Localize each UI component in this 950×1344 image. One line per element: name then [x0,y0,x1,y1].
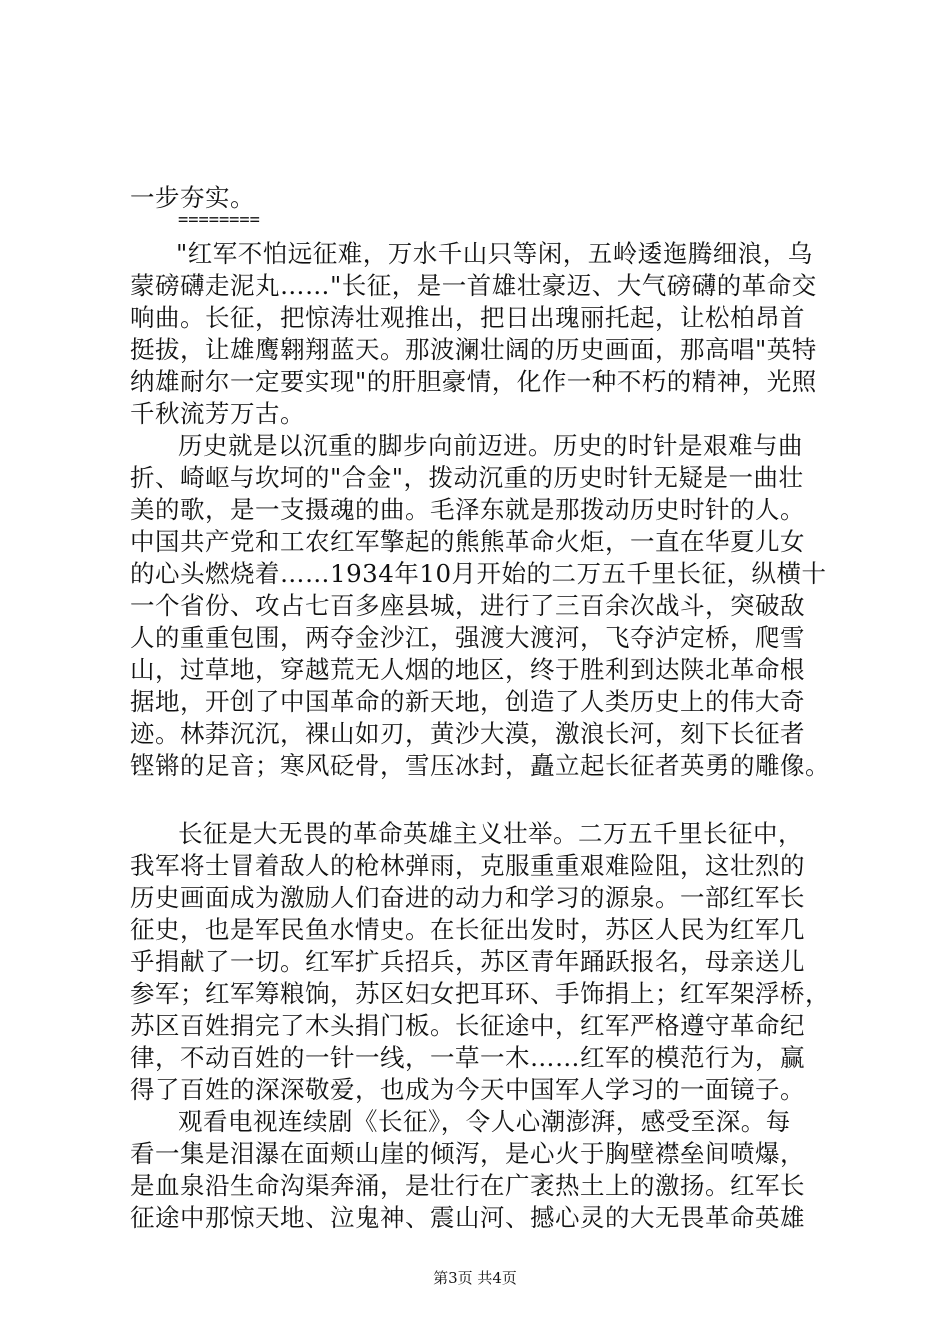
text-line: 响曲。长征，把惊涛壮观推出，把日出瑰丽托起，让松柏昂首 [130,303,805,332]
text-line: 蒙磅礴走泥丸……"长征，是一首雄壮豪迈、大气磅礴的革命交 [130,271,817,300]
text-line: 人的重重包围，两夺金沙江，强渡大渡河，飞夺泸定桥，爬雪 [130,623,805,652]
text-line: 看一集是泪瀑在面颊山崖的倾泻，是心火于胸壁襟垒间喷爆， [130,1139,805,1168]
text-line: 纳雄耐尔一定要实现"的肝胆豪情，化作一种不朽的精神，光照 [130,367,817,396]
text-line: 铿锵的足音；寒风砭骨，雪压冰封，矗立起长征者英勇的雕像。 [130,751,830,780]
text-line: 征途中那惊天地、泣鬼神、震山河、撼心灵的大无畏革命英雄 [130,1203,805,1232]
text-line: 千秋流芳万古。 [130,399,305,428]
paragraph-start-line: "红军不怕远征难，万水千山只等闲，五岭逶迤腾细浪，乌 [176,239,813,268]
text-line: 山，过草地，穿越荒无人烟的地区，终于胜利到达陕北革命根 [130,655,805,684]
text-line: 一步夯实。 [130,183,255,212]
text-line: 美的歌，是一支摄魂的曲。毛泽东就是那拨动历史时针的人。 [130,495,805,524]
page-number-footer: 第3页 共4页 [433,1269,517,1287]
text-line: 挺拔，让雄鹰翱翔蓝天。那波澜壮阔的历史画面，那高唱"英特 [130,335,817,364]
text-line: 中国共产党和工农红军擎起的熊熊革命火炬，一直在华夏儿女 [130,527,805,556]
paragraph-start-line: 历史就是以沉重的脚步向前迈进。历史的时针是艰难与曲 [178,431,803,460]
text-line: 我军将士冒着敌人的枪林弹雨，克服重重艰难险阻，这壮烈的 [130,851,805,880]
text-line: 历史画面成为激励人们奋进的动力和学习的源泉。一部红军长 [130,883,805,912]
text-line: 律，不动百姓的一针一线，一草一木……红军的模范行为，赢 [130,1043,805,1072]
text-line: 是血泉沿生命沟渠奔涌，是壮行在广袤热土上的激扬。红军长 [130,1171,805,1200]
text-line: 乎捐献了一切。红军扩兵招兵，苏区青年踊跃报名，母亲送儿 [130,947,805,976]
text-line: 据地，开创了中国革命的新天地，创造了人类历史上的伟大奇 [130,687,805,716]
text-line: 一个省份、攻占七百多座县城，进行了三百余次战斗，突破敌 [130,591,805,620]
text-line: 苏区百姓捐完了木头捐门板。长征途中，红军严格遵守革命纪 [130,1011,805,1040]
paragraph-start-line: 观看电视连续剧《长征》，令人心潮澎湃，感受至深。每 [178,1107,791,1136]
text-line: 得了百姓的深深敬爱，也成为今天中国军人学习的一面镜子。 [130,1075,805,1104]
paragraph-start-line: 长征是大无畏的革命英雄主义壮举。二万五千里长征中， [178,819,803,848]
text-line: 折、崎岖与坎坷的"合金"，拨动沉重的历史时针无疑是一曲壮 [130,463,804,492]
text-line: 的心头燃烧着……1934年10月开始的二万五千里长征，纵横十 [130,559,827,588]
text-line: 参军；红军筹粮饷，苏区妇女把耳环、手饰捐上；红军架浮桥， [130,979,830,1008]
text-line: 迹。林莽沉沉，裸山如刃，黄沙大漠，激浪长河，刻下长征者 [130,719,805,748]
text-line: 征史，也是军民鱼水情史。在长征出发时，苏区人民为红军几 [130,915,805,944]
section-separator: ======== [178,210,260,230]
